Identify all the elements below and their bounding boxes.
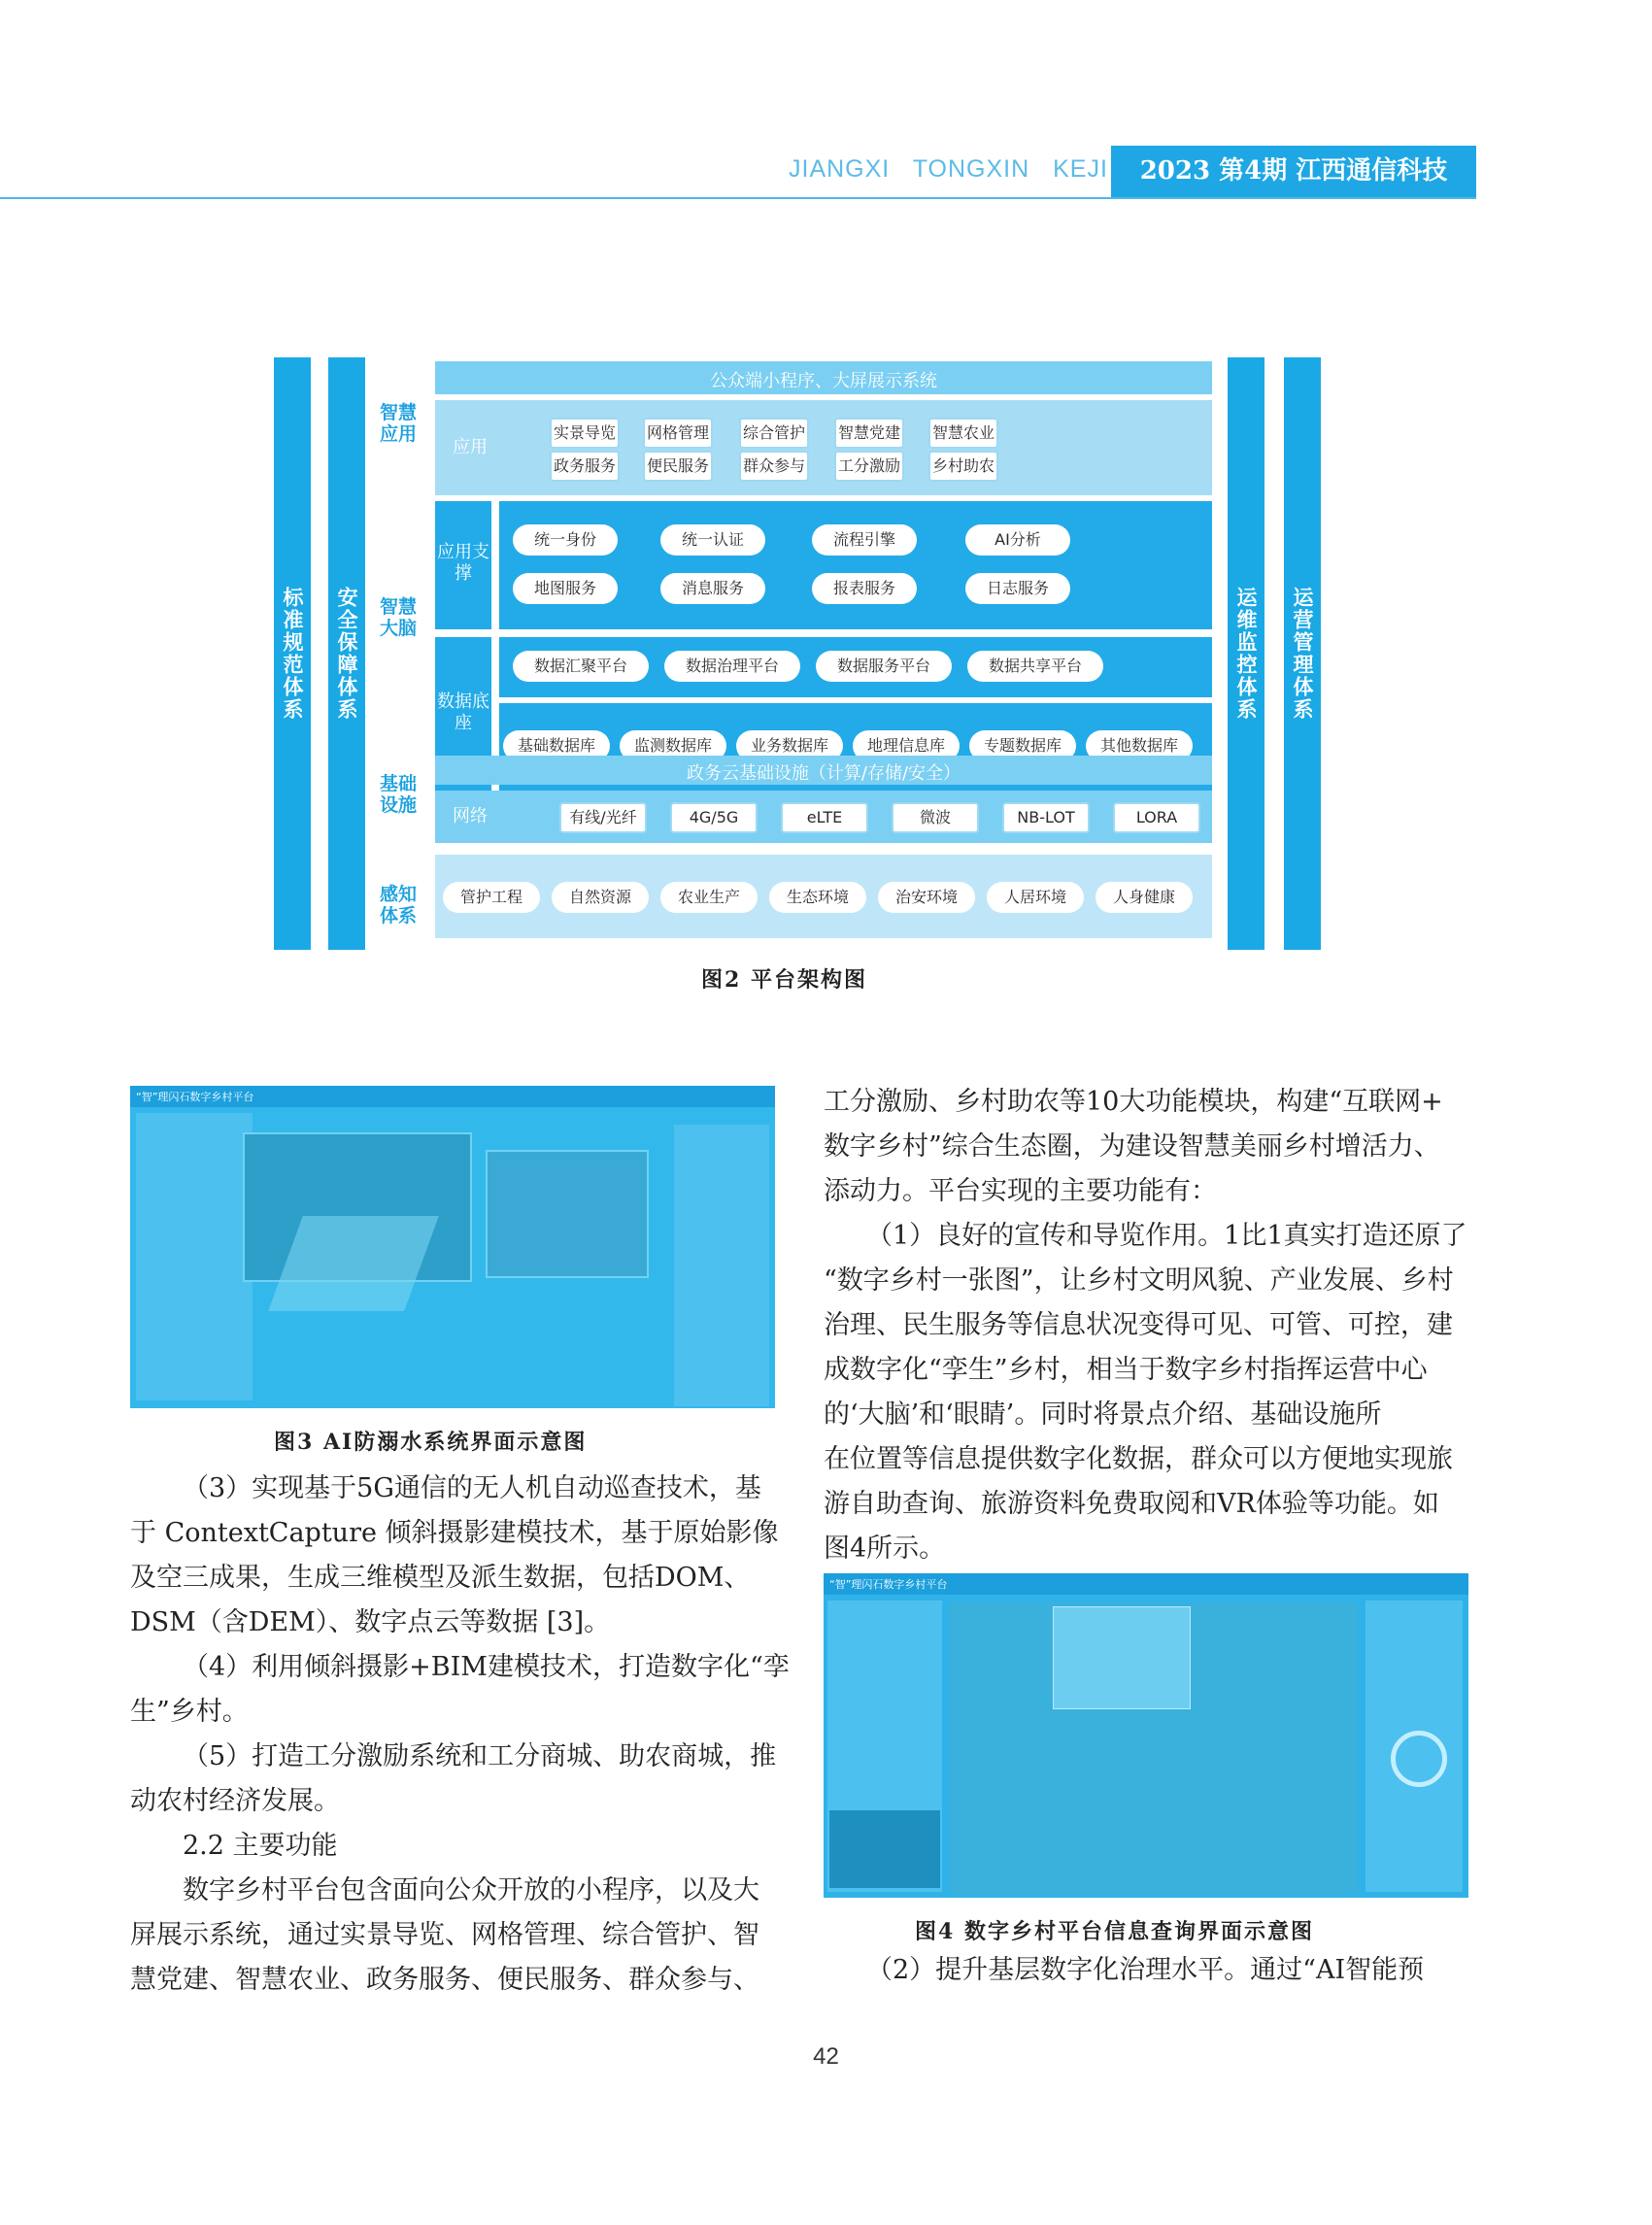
support-service-pill: 日志服务 — [965, 573, 1070, 604]
body-line: 在位置等信息提供数字化数据，群众可以方便地实现旅 — [824, 1444, 1453, 1474]
data-platform-pill: 数据治理平台 — [664, 651, 800, 682]
app-module-box: 智慧农业 — [928, 418, 998, 449]
app-module-box: 工分激励 — [834, 451, 904, 482]
network-type-box: eLTE — [781, 802, 868, 833]
support-service-pill: 地图服务 — [513, 573, 618, 604]
body-line: “数字乡村一张图”，让乡村文明风貌、产业发展、乡村 — [824, 1265, 1454, 1296]
sensing-domain-pill: 人身健康 — [1096, 882, 1193, 913]
ui-right-panel — [674, 1125, 769, 1406]
database-pill: 地理信息库 — [853, 730, 960, 761]
body-line: 数字乡村平台包含面向公众开放的小程序，以及大 — [183, 1875, 759, 1905]
body-line: DSM（含DEM）、数字点云等数据 [3]。 — [130, 1607, 611, 1637]
ui-title: “智”理闪石数字乡村平台 — [136, 1091, 254, 1103]
data-platform-pill: 数据服务平台 — [816, 651, 952, 682]
village-info-popup — [1053, 1606, 1191, 1709]
database-pill: 业务数据库 — [736, 730, 843, 761]
app-module-box: 便民服务 — [643, 451, 713, 482]
support-service-pill: 流程引擎 — [812, 524, 917, 556]
right-column-bottom-paragraph: （2）提升基层数字化治理水平。通过“AI智能预 — [866, 1955, 1425, 1985]
app-module-box: 乡村助农 — [928, 451, 998, 482]
app-module-box: 群众参与 — [739, 451, 809, 482]
body-line: 工分激励、乡村助农等10大功能模块，构建“互联网+ — [824, 1087, 1443, 1117]
support-service-pill: 消息服务 — [660, 573, 765, 604]
body-line: 屏展示系统，通过实景导览、网格管理、综合管护、智 — [130, 1920, 759, 1950]
row-label-sense: 感知体系 — [379, 884, 417, 927]
network-type-box: LORA — [1113, 802, 1200, 833]
right-bar-ops-mgmt: 运营管理体系 — [1284, 357, 1321, 950]
sensing-domain-pill: 管护工程 — [443, 882, 540, 913]
journal-english-name: JIANGXI TONGXIN KEJI — [789, 155, 1108, 183]
body-line: 的‘大脑’和‘眼睛’。同时将景点介绍、基础设施所 — [824, 1399, 1382, 1430]
section-heading: 2.2 主要功能 — [183, 1831, 338, 1861]
body-line: （1）良好的宣传和导览作用。1比1真实打造还原了 — [866, 1221, 1467, 1251]
body-line: 添动力。平台实现的主要功能有： — [824, 1176, 1217, 1206]
progress-ring — [1391, 1731, 1447, 1787]
body-line: 动农村经济发展。 — [130, 1786, 340, 1816]
support-service-pill: 统一身份 — [513, 524, 618, 556]
database-pill: 专题数据库 — [969, 730, 1076, 761]
sensing-domain-pill: 自然资源 — [552, 882, 649, 913]
body-line: 于 ContextCapture 倾斜摄影建模技术，基于原始影像 — [130, 1518, 779, 1548]
support-layer-label-box: 应用支撑 — [435, 501, 491, 629]
data-layer-label-box: 数据底座 — [435, 637, 491, 792]
figure4-info-query-ui-screenshot — [824, 1573, 1468, 1898]
network-layer: 网络 — [435, 791, 1212, 843]
row-label-app: 智慧应用 — [379, 402, 417, 445]
platform-architecture-figure — [274, 357, 1362, 952]
figure3-caption: 图3 AI防溺水系统界面示意图 — [274, 1430, 588, 1455]
camera-feed-snapshot — [486, 1150, 649, 1278]
support-layer — [499, 501, 1212, 629]
app-module-box: 政务服务 — [550, 451, 620, 482]
figure4-caption: 图4 数字乡村平台信息查询界面示意图 — [915, 1919, 1314, 1944]
body-line: 及空三成果，生成三维模型及派生数据，包括DOM、 — [130, 1563, 751, 1593]
right-bar-ops-monitor: 运维监控体系 — [1228, 357, 1264, 950]
row-label-infra: 基础设施 — [379, 773, 417, 816]
row-label-brain: 智慧大脑 — [379, 596, 417, 639]
support-service-pill: 统一认证 — [660, 524, 765, 556]
app-module-box: 网格管理 — [643, 418, 713, 449]
left-bar-security: 安全保障体系 — [328, 357, 365, 950]
body-line: 成数字化“孪生”乡村，相当于数字乡村指挥运营中心 — [824, 1355, 1428, 1385]
figure3-drowning-ui-screenshot — [130, 1086, 775, 1408]
body-line: 慧党建、智慧农业、政务服务、便民服务、群众参与、 — [130, 1965, 759, 1995]
header-rule — [0, 197, 1476, 199]
sensing-domain-pill: 生态环境 — [769, 882, 866, 913]
app-module-box: 实景导览 — [550, 418, 620, 449]
database-pill: 监测数据库 — [620, 730, 726, 761]
network-type-box: 4G/5G — [670, 802, 758, 833]
app-module-box: 综合管护 — [739, 418, 809, 449]
body-line: 生”乡村。 — [130, 1697, 249, 1727]
public-display-band: 公众端小程序、大屏展示系统 — [435, 361, 1212, 394]
network-type-box: 微波 — [892, 802, 979, 833]
support-service-pill: AI分析 — [965, 524, 1070, 556]
app-layer-label: 应用 — [453, 437, 488, 457]
body-line: 游自助查询、旅游资料免费取阅和VR体验等功能。如 — [824, 1489, 1439, 1519]
ui-left-panel — [136, 1113, 253, 1400]
body-line: 数字乡村”综合生态圈，为建设智慧美丽乡村增活力、 — [824, 1131, 1440, 1162]
database-pill: 基础数据库 — [503, 730, 610, 761]
page-number: 42 — [813, 2043, 839, 2070]
app-module-box: 智慧党建 — [834, 418, 904, 449]
ui-title: “智”理闪石数字乡村平台 — [829, 1578, 948, 1591]
body-line: 图4所示。 — [824, 1534, 946, 1564]
body-line: （5）打造工分激励系统和工分商城、助农商城，推 — [183, 1741, 777, 1771]
cloud-band: 政务云基础设施（计算/存储/安全） — [435, 756, 1212, 785]
data-platform-pill: 数据共享平台 — [967, 651, 1103, 682]
body-line: 治理、民生服务等信息状况变得可见、可管、可控，建 — [824, 1310, 1453, 1340]
body-line: （4）利用倾斜摄影+BIM建模技术，打造数字化“孪 — [183, 1652, 790, 1682]
database-pill: 其他数据库 — [1086, 730, 1193, 761]
sensing-domain-pill: 人居环境 — [987, 882, 1084, 913]
sensing-domain-pill: 农业生产 — [660, 882, 758, 913]
body-line: （3）实现基于5G通信的无人机自动巡查技术，基 — [183, 1473, 761, 1503]
support-service-pill: 报表服务 — [812, 573, 917, 604]
network-type-box: 有线/光纤 — [559, 802, 647, 833]
journal-issue-badge: 2023 第4期 江西通信科技 — [1111, 146, 1476, 197]
data-platform-pill: 数据汇聚平台 — [513, 651, 649, 682]
figure2-caption: 图2 平台架构图 — [701, 967, 867, 993]
network-type-box: NB-LOT — [1002, 802, 1090, 833]
staff-photo-grid — [829, 1810, 940, 1888]
left-bar-standards: 标准规范体系 — [274, 357, 311, 950]
sensing-domain-pill: 治安环境 — [878, 882, 975, 913]
